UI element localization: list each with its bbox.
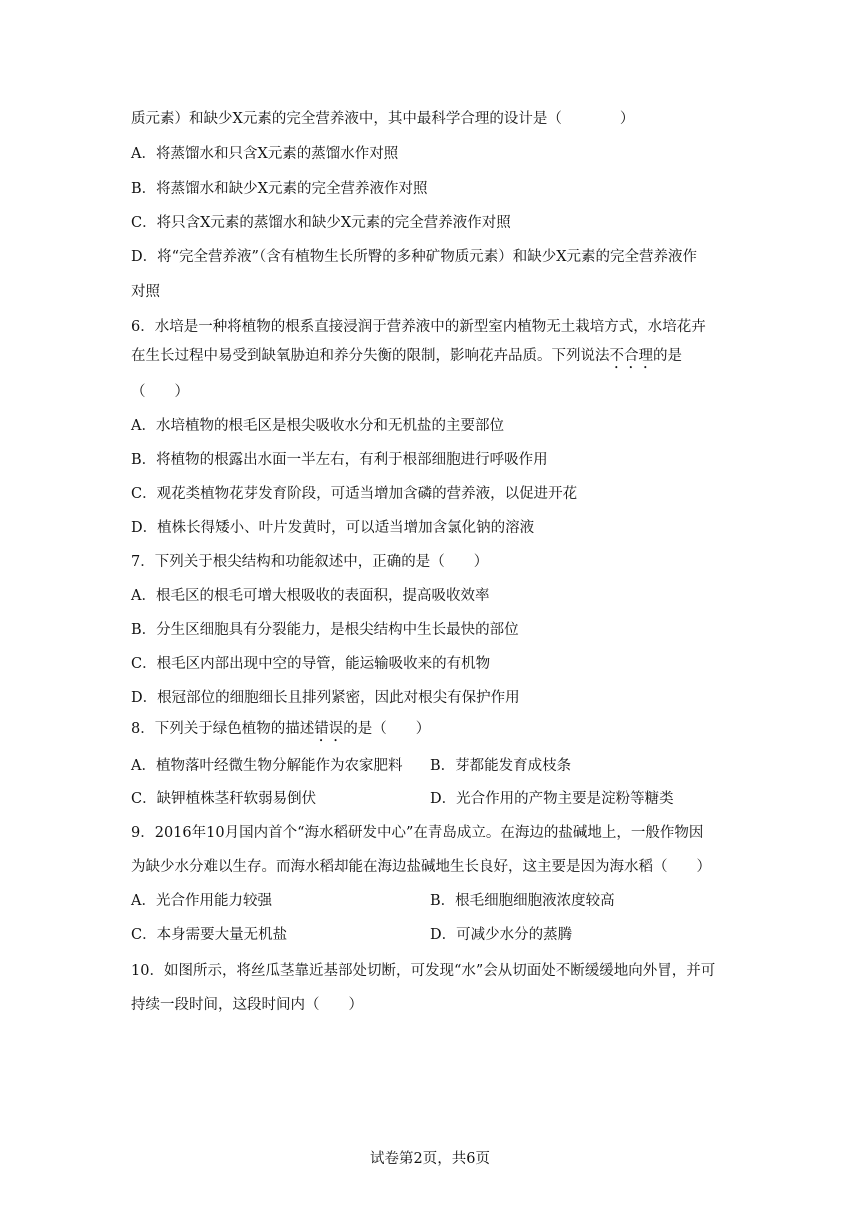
q7-option-d: D．根冠部位的细胞细长且排列紧密，因此对根尖有保护作用 [131,690,520,706]
q6-option-c: C．观花类植物花芽发育阶段，可适当增加含磷的营养液，以促进开花 [131,486,578,502]
q8-stem-text: 8．下列关于绿色植物的描述 [131,721,315,737]
q6-stem-text: 在生长过程中易受到缺氧胁迫和养分失衡的限制，影响花卉品质。下列说法 [131,348,610,364]
q6-option-b: B．将植物的根露出水面一半左右，有利于根部细胞进行呼吸作用 [131,452,548,468]
page-footer: 试卷第2页，共6页 [370,1151,490,1167]
q8-emphasis-word: 错误 [314,721,344,737]
q9-option-c: C．本身需要大量无机盐 [131,927,288,943]
q6-stem-line-2 [131,345,682,372]
q5-option-d-continuation: 对照 [131,284,160,300]
q6-emphasis-word: 不合理 [609,348,653,364]
q8-option-c: C．缺钾植株茎秆软弱易倒伏 [131,791,317,807]
q6-stem-tail: 的是 [653,348,682,364]
q9-stem-line-2: 为缺少水分难以生存。而海水稻却能在海边盐碱地生长良好，这主要是因为海水稻（ ） [131,859,711,875]
q10-stem-line-1: 10．如图所示，将丝瓜茎靠近基部处切断，可发现“水”会从切面处不断缓缓地向外冒，并可 [131,963,716,979]
q6-option-a: A．水培植物的根毛区是根尖吸收水分和无机盐的主要部位 [131,418,504,434]
q6-answer-brackets: （ ） [131,384,189,400]
q7-option-a: A．根毛区的根毛可增大根吸收的表面积，提高吸收效率 [131,588,490,604]
q7-option-c: C．根毛区内部出现中空的导管，能运输吸收来的有机物 [131,656,491,672]
q6-option-d: D．植株长得矮小、叶片发黄时，可以适当增加含氯化钠的溶液 [131,520,535,536]
q8-option-d: D．光合作用的产物主要是淀粉等糖类 [430,791,674,807]
q5-stem-continuation: 质元素）和缺少X元素的完全营养液中，其中最科学合理的设计是（ ） [131,111,635,127]
q8-option-a: A．植物落叶经微生物分解能作为农家肥料 [131,758,403,774]
q8-option-b: B．芽都能发育成枝条 [430,758,572,774]
q8-stem-tail: 的是（ ） [343,721,431,737]
q9-option-b: B．根毛细胞细胞液浓度较高 [430,893,615,909]
q6-stem-line-1: 6．水培是一种将植物的根系直接浸润于营养液中的新型室内植物无土栽培方式，水培花卉 [131,319,706,335]
q7-option-b: B．分生区细胞具有分裂能力，是根尖结构中生长最快的部位 [131,622,519,638]
q10-stem-line-2: 持续一段时间，这段时间内（ ） [131,997,363,1013]
q5-option-d: D．将“完全营养液”（含有植物生长所臀的多种矿物质元素）和缺少X元素的完全营养液作 [131,249,698,265]
q8-stem [131,718,430,745]
q9-stem-line-1: 9．2016年10月国内首个“海水稻研发中心”在青岛成立。在海边的盐碱地上，一般作物因 [131,825,704,841]
q5-option-a: A．将蒸馏水和只含X元素的蒸馏水作对照 [131,146,399,162]
q7-stem: 7．下列关于根尖结构和功能叙述中，正确的是（ ） [131,554,489,570]
q9-option-a: A．光合作用能力较强 [131,893,272,909]
q9-option-d: D．可减少水分的蒸腾 [430,927,573,943]
q5-option-c: C．将只含X元素的蒸馏水和缺少X元素的完全营养液作对照 [131,215,511,231]
q5-option-b: B．将蒸馏水和缺少X元素的完全营养液作对照 [131,181,428,197]
